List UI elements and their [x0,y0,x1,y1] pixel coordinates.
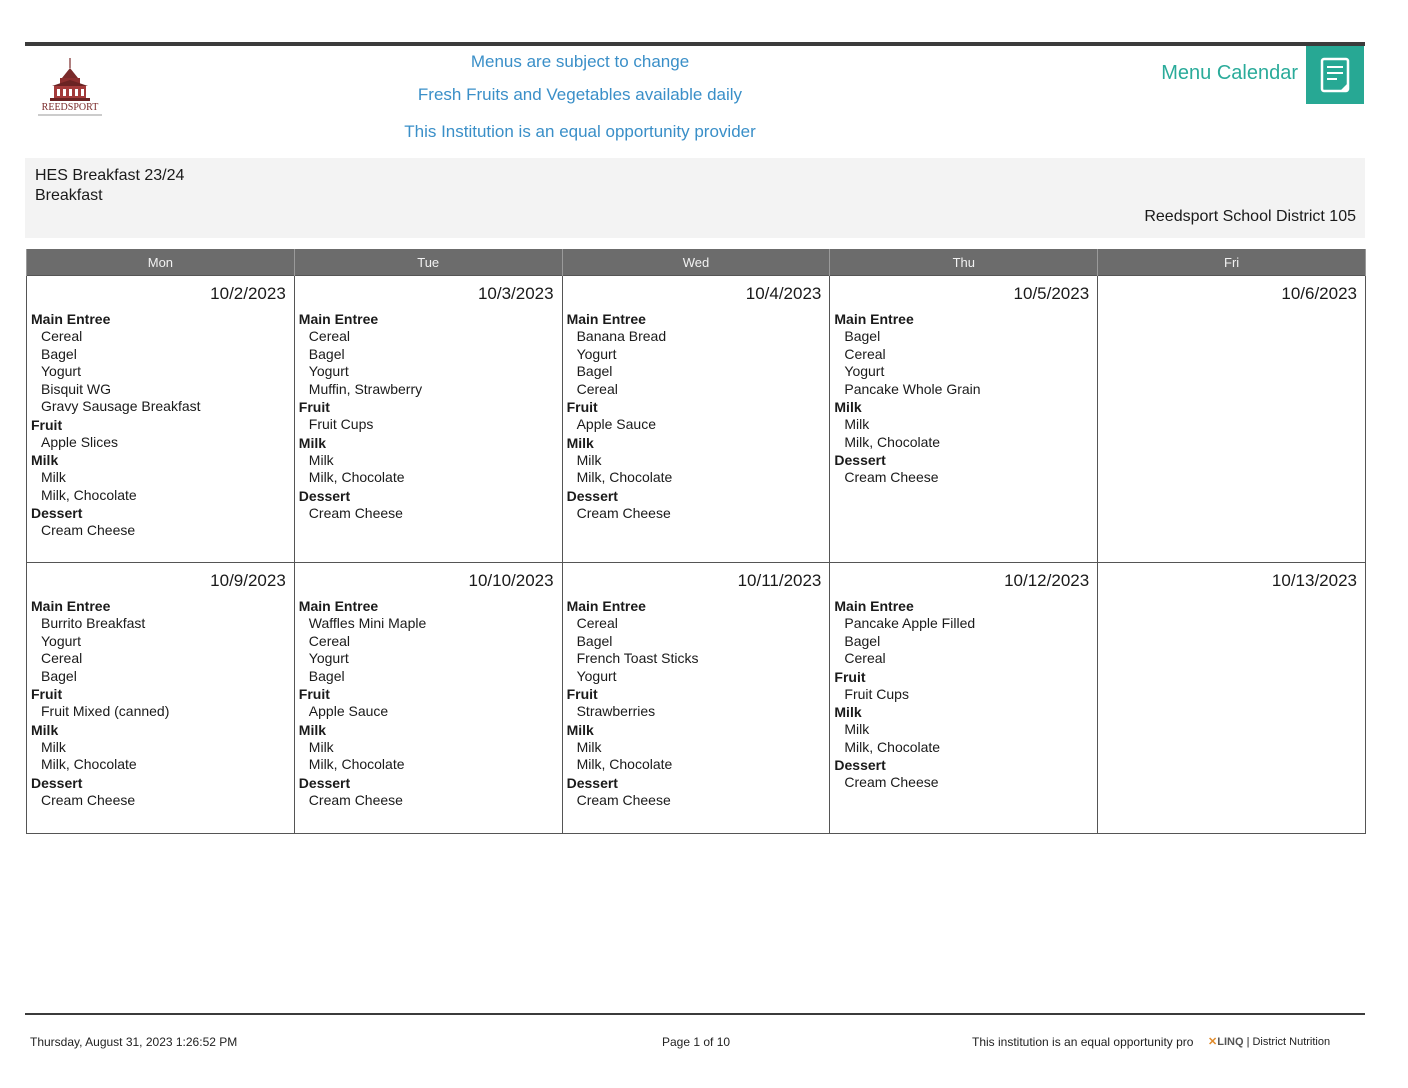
day-cell [562,563,830,834]
weekday-header: Wed [562,249,830,276]
menu-category: Dessert [834,757,886,773]
menu-item: Fruit Cups [308,416,374,432]
menu-item: Cream Cheese [41,791,136,808]
print-timestamp: Thursday, August 31, 2023 1:26:52 PM [30,1035,238,1049]
menu-item: Bagel [41,345,77,362]
menu-category: Milk [834,399,862,415]
weekday-header: Fri [1098,249,1366,276]
menu-item: Strawberries [576,703,656,719]
menu-item: Apple Sauce [576,416,656,432]
menu-item: Bagel [844,632,881,649]
menu-item: Milk, Chocolate [576,469,673,485]
day-date: 10/5/2023 [1013,284,1090,303]
linq-logo-icon: ✕ [1208,1036,1218,1048]
menu-item: Fruit Mixed (canned) [41,703,170,719]
menu-item: Milk [41,469,66,485]
menu-category: Fruit [566,686,598,702]
menu-item: Milk, Chocolate [576,756,673,772]
menu-category: Main Entree [834,598,914,614]
menu-item: Fruit Cups [844,685,909,702]
day-cell [1098,276,1366,563]
menu-item: Bagel [576,632,613,649]
brand-suffix: | District Nutrition [1246,1036,1331,1048]
menu-category: Milk [31,721,59,738]
menu-item: Apple Slices [41,433,119,450]
menu-category: Milk [566,721,594,738]
day-cell [830,276,1098,563]
menu-category: Fruit [566,399,598,415]
menu-item: Cream Cheese [576,504,671,521]
menu-category: Fruit [31,416,63,433]
page-number: Page 1 of 10 [662,1035,731,1049]
menu-item: Bagel [576,363,613,379]
menu-item: Bagel [41,667,77,684]
menu-category: Fruit [834,668,866,685]
svg-text:REEDSPORT: REEDSPORT [41,102,99,113]
menu-item: Cream Cheese [41,522,136,538]
menu-calendar-label: Menu Calendar [1161,62,1298,84]
menu-category: Dessert [566,774,618,791]
top-rule [25,42,1365,46]
menu-category: Dessert [31,505,83,521]
menu-category: Milk [566,434,594,451]
menu-item: Apple Sauce [308,703,389,719]
day-date: 10/3/2023 [477,284,554,303]
menu-item: Gravy Sausage Breakfast [41,398,201,414]
bottom-rule [25,1013,1365,1015]
day-date: 10/9/2023 [210,571,286,590]
menu-item: French Toast Sticks [576,650,699,666]
menu-category: Main Entree [31,598,111,614]
menu-item: Pancake Apple Filled [844,615,976,631]
day-cell [27,563,295,834]
menu-item: Yogurt [41,632,81,649]
day-date: 10/2/2023 [210,284,286,303]
notice-line: This Institution is an equal opportunity provider [404,122,756,141]
menu-name: HES Breakfast 23/24 [35,167,185,184]
menu-item: Milk [844,721,870,737]
day-date: 10/13/2023 [1271,571,1357,590]
menu-item: Cereal [576,615,618,631]
day-cell [830,563,1098,834]
day-date: 10/6/2023 [1281,284,1357,303]
menu-title [35,166,184,206]
menu-item: Cereal [844,650,886,666]
menu-item: Milk, Chocolate [308,756,405,772]
info-band [25,158,1365,238]
menu-item: Milk, Chocolate [844,738,941,755]
weekday-header: Tue [294,249,562,276]
menu-item: Milk [844,416,870,432]
day-cell [562,276,830,563]
menu-item: Muffin, Strawberry [308,380,423,397]
day-cell [294,563,562,834]
brand-footer [1208,1035,1330,1048]
menu-item: Cereal [308,632,351,649]
menu-item: Bagel [844,328,881,344]
menu-category: Dessert [566,487,618,504]
menu-category: Main Entree [31,311,111,327]
meal-type: Breakfast [35,187,103,204]
menu-item: Milk [576,451,602,468]
menu-category: Milk [298,434,327,451]
menu-item: Milk [308,738,334,755]
weekday-header-row [27,249,1366,276]
menu-category: Milk [834,704,862,720]
menu-item: Pancake Whole Grain [844,380,981,397]
day-cell [294,276,562,563]
menu-category: Main Entree [566,311,646,327]
menu-item: Cereal [308,328,351,344]
menu-calendar-grid [26,249,1366,834]
menu-item: Yogurt [844,363,885,379]
weekday-header: Mon [27,249,295,276]
menu-category: Fruit [298,686,330,702]
menu-item: Yogurt [576,667,617,684]
menu-item: Milk, Chocolate [41,486,137,503]
menu-category: Dessert [298,487,351,504]
menu-item: Bagel [308,345,345,362]
day-cell [1098,563,1366,834]
menu-item: Cream Cheese [308,504,403,521]
menu-item: Yogurt [308,650,349,666]
menu-item: Yogurt [41,363,81,379]
provider-statement: This institution is an equal opportunity pro [972,1035,1194,1049]
menu-category: Main Entree [566,598,646,614]
menu-item: Cereal [41,328,83,344]
menu-item: Bisquit WG [41,380,112,397]
day-date: 10/12/2023 [1004,571,1090,590]
notice-line: Fresh Fruits and Vegetables available daily [417,85,743,104]
menu-calendar-icon [1306,46,1364,104]
day-date: 10/4/2023 [745,284,822,303]
menu-item: Cereal [576,380,618,397]
week-row [27,563,1366,834]
day-date: 10/11/2023 [737,571,822,590]
menu-item: Cereal [844,345,886,362]
menu-item: Yogurt [308,363,349,379]
menu-category: Fruit [298,399,330,415]
brand-mark: LINQ [1217,1036,1244,1048]
weekday-header: Thu [830,249,1098,276]
menu-item: Cream Cheese [844,774,939,790]
menu-item: Banana Bread [576,328,667,344]
menu-item: Milk [41,738,66,755]
menu-category: Fruit [31,686,63,702]
menu-category: Main Entree [834,311,914,327]
notice-line: Menus are subject to change [470,52,690,71]
menu-item: Milk, Chocolate [844,433,941,450]
menu-item: Cream Cheese [308,791,403,808]
menu-category: Dessert [31,774,83,791]
day-cell [27,276,295,563]
menu-category: Dessert [834,452,886,468]
menu-category: Main Entree [298,311,379,327]
menu-item: Waffles Mini Maple [308,615,427,631]
menu-item: Cream Cheese [576,791,671,808]
menu-item: Cereal [41,650,83,666]
menu-item: Milk, Chocolate [308,469,405,485]
day-date: 10/10/2023 [468,571,554,590]
menu-item: Milk [576,738,602,755]
menu-category: Main Entree [298,598,379,614]
menu-item: Cream Cheese [844,469,939,485]
menu-item: Milk, Chocolate [41,756,137,772]
reedsport-logo [30,56,110,120]
menu-item: Yogurt [576,345,617,362]
menu-category: Milk [298,721,327,738]
menu-item: Milk [308,451,334,468]
menu-item: Bagel [308,667,345,684]
menu-category: Milk [31,452,59,468]
menu-category: Dessert [298,774,351,791]
week-row [27,276,1366,563]
menu-item: Burrito Breakfast [41,615,146,631]
district-name: Reedsport School District 105 [1144,208,1356,225]
